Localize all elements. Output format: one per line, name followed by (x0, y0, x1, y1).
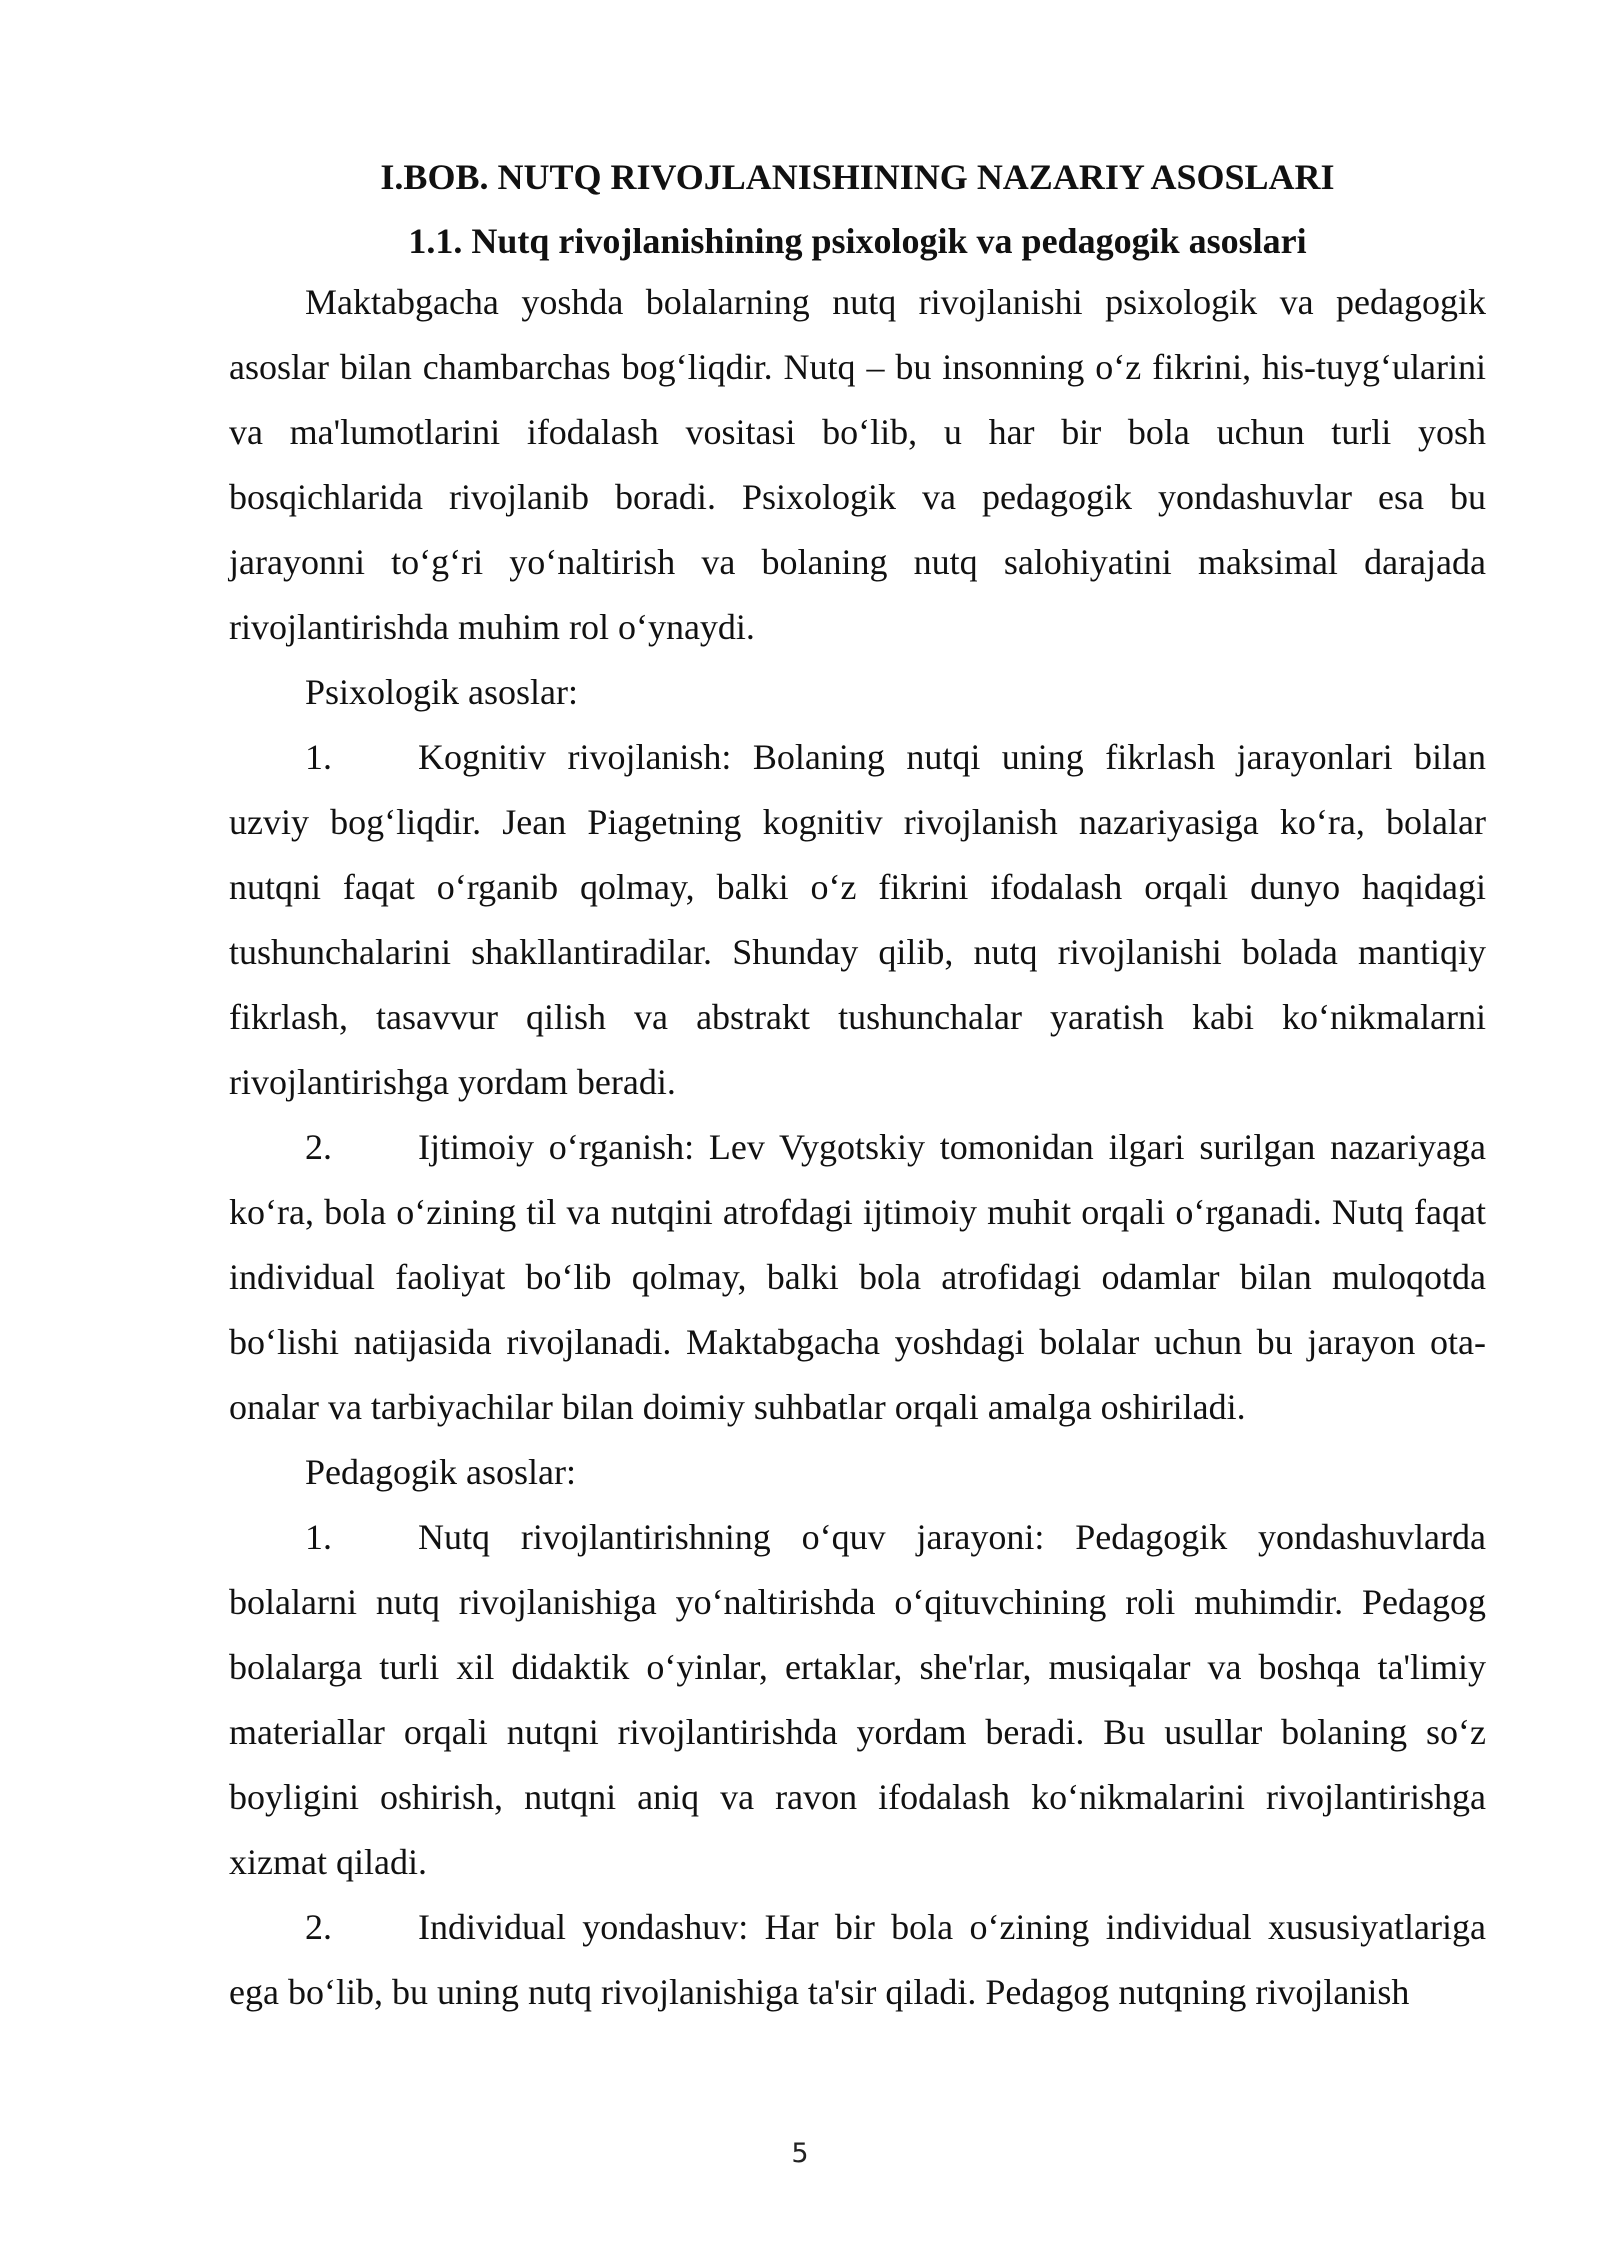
psychological-heading: Psixologik asoslar: (305, 672, 579, 712)
psychological-item-1 (229, 725, 1486, 1115)
item-text: Nutq rivojlantirishning o‘quv jarayoni: Pedagogik yondashuvlarda bolalarni nutq rivojlanishiga yo‘naltirishda o‘qituvchining roli muhimdir. Pedagog bolalarga turli xil didaktik o‘yinlar, ertaklar, she'rlar, musiqalar va boshqa ta'limiy materiallar orqali nutqni rivojlantirishda yordam beradi. Bu usullar bolaning so‘z boyligini oshirish, nutqni aniq va ravon ifodalash ko‘nikmalarini rivojlantirishga xizmat qiladi. (229, 1517, 1486, 1882)
item-text: Kognitiv rivojlanish: Bolaning nutqi uning fikrlash jarayonlari bilan uzviy bog‘liqdir. Jean Piagetning kognitiv rivojlanish nazariyasiga ko‘ra, bolalar nutqni faqat o‘rganib qolmay, balki o‘z fikrini ifodalash orqali dunyo haqidagi tushunchalarini shakllantiradilar. Shunday qilib, nutq rivojlanishi bolada mantiqiy fikrlash, tasavvur qilish va abstrakt tushunchalar yaratish kabi ko‘nikmalarni rivojlantirishga yordam beradi. (229, 737, 1486, 1102)
pedagogical-heading: Pedagogik asoslar: (305, 1452, 576, 1492)
page-number: 5 (791, 2138, 809, 2169)
item-text: Individual yondashuv: Har bir bola o‘zining individual xususiyatlariga ega bo‘lib, bu uning nutq rivojlanishiga ta'sir qiladi. Pedagog nutqning rivojlanish (229, 1907, 1486, 2012)
item-number: 2. (305, 1907, 332, 1947)
psychological-item-2 (229, 1115, 1486, 1440)
item-number: 1. (305, 737, 332, 777)
section-title: 1.1. Nutq rivojlanishining psixologik va pedagogik asoslari (408, 221, 1307, 261)
chapter-title: I.BOB. NUTQ RIVOJLANISHINING NAZARIY ASOSLARI (380, 157, 1335, 197)
item-text: Ijtimoiy o‘rganish: Lev Vygotskiy tomonidan ilgari surilgan nazariyaga ko‘ra, bola o‘zining til va nutqini atrofdagi ijtimoiy muhit orqali o‘rganadi. Nutq faqat individual faoliyat bo‘lib qolmay, balki bola atrofidagi odamlar bilan muloqotda bo‘lishi natijasida rivojlanadi. Maktabgacha yoshdagi bolalar uchun bu jarayon ota-onalar va tarbiyachilar bilan doimiy suhbatlar orqali amalga oshiriladi. (229, 1127, 1486, 1427)
pedagogical-item-2 (229, 1895, 1486, 2025)
page-content (229, 150, 1486, 2025)
item-number: 2. (305, 1127, 332, 1167)
item-number: 1. (305, 1517, 332, 1557)
intro-paragraph: Maktabgacha yoshda bolalarning nutq rivojlanishi psixologik va pedagogik asoslar bilan chambarchas bog‘liqdir. Nutq – bu insonning o‘z fikrini, his-tuyg‘ularini va ma'lumotlarini ifodalash vositasi bo‘lib, u har bir bola uchun turli yosh bosqichlarida rivojlanib boradi. Psixologik va pedagogik yondashuvlar esa bu jarayonni to‘g‘ri yo‘naltirish va bolaning nutq salohiyatini maksimal darajada rivojlantirishda muhim rol o‘ynaydi. (229, 282, 1486, 647)
pedagogical-item-1 (229, 1505, 1486, 1895)
